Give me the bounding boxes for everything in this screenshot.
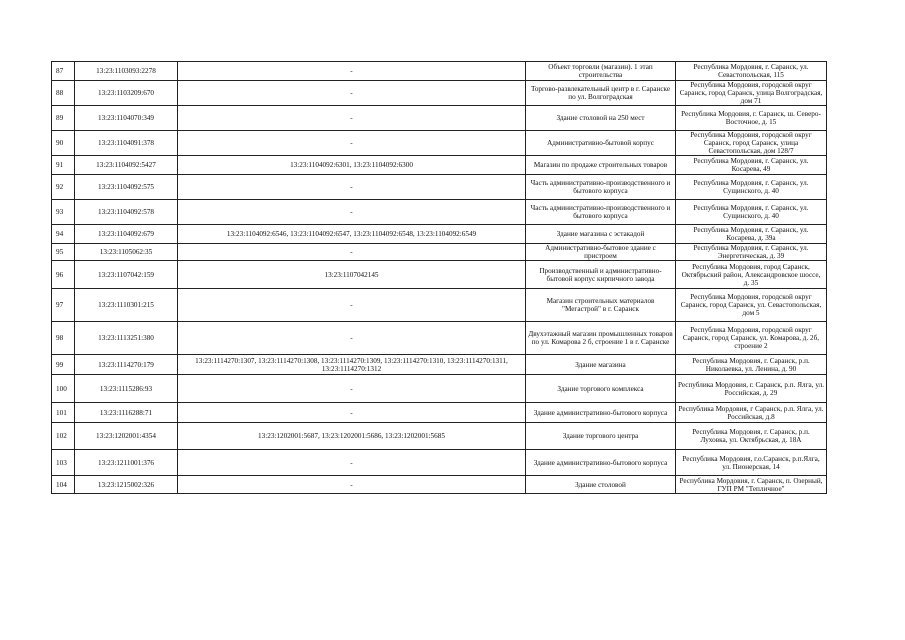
table-row [52, 225, 827, 244]
row-number-cell: 103 [52, 450, 75, 476]
property-register-table [51, 61, 827, 494]
table-row [52, 175, 827, 200]
table-row [52, 244, 827, 261]
row-number-cell: 89 [52, 106, 75, 131]
table-row [52, 106, 827, 131]
address-cell: Республика Мордовия, г. Саранск, ул. Энергетическая, д. 39 [676, 244, 827, 261]
cadastral-number-cell: 13:23:1113251:380 [75, 322, 178, 355]
address-cell: Республика Мордовия, г.о.Саранск, р.п.Ялга, ул. Пионерская, 14 [676, 450, 827, 476]
object-name-cell: Магазин по продаже строительных товаров [526, 156, 676, 175]
cadastral-number-cell: 13:23:1104091:378 [75, 131, 178, 156]
table-row [52, 355, 827, 375]
cadastral-number-cell: 13:23:1104092:5427 [75, 156, 178, 175]
table-row [52, 322, 827, 355]
cadastral-number-cell: 13:23:1104092:578 [75, 200, 178, 225]
related-numbers-cell: 13:23:1107042145 [178, 261, 526, 289]
cadastral-number-cell: 13:23:1105062:35 [75, 244, 178, 261]
related-numbers-cell: - [178, 289, 526, 322]
related-numbers-cell: - [178, 175, 526, 200]
address-cell: Республика Мордовия, г. Саранск, ул. Севастопольская, 115 [676, 62, 827, 81]
address-cell: Республика Мордовия, г. Саранск, р.п. Луховка, ул. Октябрьская, д. 18А [676, 423, 827, 450]
object-name-cell: Часть административно-производственного и бытового корпуса [526, 175, 676, 200]
object-name-cell: Здание торгового центра [526, 423, 676, 450]
address-cell: Республика Мордовия, г. Саранск, ул. Сущинского, д. 40 [676, 200, 827, 225]
address-cell: Республика Мордовия, городской округ Саранск, город Саранск, ул. Комарова, д. 2б, строение 2 [676, 322, 827, 355]
row-number-cell: 90 [52, 131, 75, 156]
row-number-cell: 101 [52, 403, 75, 423]
address-cell: Республика Мордовия, городской округ Саранск, город Саранск, ул. Севастопольская, дом 5 [676, 289, 827, 322]
cadastral-number-cell: 13:23:1104070:349 [75, 106, 178, 131]
table-row [52, 131, 827, 156]
address-cell: Республика Мордовия, г Саранск, р.п. Ялга, ул. Российская, д.8 [676, 403, 827, 423]
table-row [52, 261, 827, 289]
row-number-cell: 102 [52, 423, 75, 450]
table-row [52, 156, 827, 175]
related-numbers-cell: - [178, 244, 526, 261]
object-name-cell: Здание столовой [526, 476, 676, 494]
object-name-cell: Здание магазина [526, 355, 676, 375]
object-name-cell: Здание административно-бытового корпуса [526, 403, 676, 423]
row-number-cell: 99 [52, 355, 75, 375]
object-name-cell: Часть административно-производственного и бытового корпуса [526, 200, 676, 225]
row-number-cell: 98 [52, 322, 75, 355]
related-numbers-cell: 13:23:1202001:5687, 13:23:1202001:5686, 13:23:1202001:5685 [178, 423, 526, 450]
table-row [52, 289, 827, 322]
object-name-cell: Торгово-развлекательный центр в г. Саранске по ул. Волгоградская [526, 81, 676, 106]
object-name-cell: Административно-бытовой корпус [526, 131, 676, 156]
row-number-cell: 93 [52, 200, 75, 225]
object-name-cell: Производственный и административно-бытовой корпус кирпичного завода [526, 261, 676, 289]
address-cell: Республика Мордовия, г. Саранск, ул. Косарева, д. 39а [676, 225, 827, 244]
related-numbers-cell: - [178, 106, 526, 131]
row-number-cell: 88 [52, 81, 75, 106]
cadastral-number-cell: 13:23:1202001:4354 [75, 423, 178, 450]
address-cell: Республика Мордовия, г. Саранск, ул. Сущинского, д. 40 [676, 175, 827, 200]
related-numbers-cell: - [178, 450, 526, 476]
cadastral-number-cell: 13:23:1103209:670 [75, 81, 178, 106]
cadastral-number-cell: 13:23:1110301:215 [75, 289, 178, 322]
object-name-cell: Здание магазина с эстакадой [526, 225, 676, 244]
object-name-cell: Здание столовой на 250 мест [526, 106, 676, 131]
row-number-cell: 87 [52, 62, 75, 81]
object-name-cell: Магазин строительных материалов "Мегастрой" в г. Саранск [526, 289, 676, 322]
related-numbers-cell: 13:23:1114270:1307, 13:23:1114270:1308, 13:23:1114270:1309, 13:23:1114270:1310, 13:23:1114270:1311, 13:23:1114270:1312 [178, 355, 526, 375]
related-numbers-cell: - [178, 62, 526, 81]
cadastral-number-cell: 13:23:1215002:326 [75, 476, 178, 494]
related-numbers-cell: - [178, 375, 526, 403]
object-name-cell: Здание торгового комплекса [526, 375, 676, 403]
row-number-cell: 91 [52, 156, 75, 175]
cadastral-number-cell: 13:23:1103093:2278 [75, 62, 178, 81]
object-name-cell: Здание административно-бытового корпуса [526, 450, 676, 476]
address-cell: Республика Мордовия, г. Саранск, ул. Косарева, 49 [676, 156, 827, 175]
table-row [52, 450, 827, 476]
table-row [52, 200, 827, 225]
table-row [52, 81, 827, 106]
row-number-cell: 104 [52, 476, 75, 494]
address-cell: Республика Мордовия, г. Саранск, р.п. Ялга, ул. Российская, д. 29 [676, 375, 827, 403]
object-name-cell: Административно-бытовое здание с пристроем [526, 244, 676, 261]
cadastral-number-cell: 13:23:1107042:159 [75, 261, 178, 289]
table-row [52, 62, 827, 81]
row-number-cell: 100 [52, 375, 75, 403]
table-row [52, 403, 827, 423]
row-number-cell: 97 [52, 289, 75, 322]
address-cell: Республика Мордовия, г. Саранск, р.п. Николаевка, ул. Ленина, д. 90 [676, 355, 827, 375]
related-numbers-cell: - [178, 200, 526, 225]
cadastral-number-cell: 13:23:1211001:376 [75, 450, 178, 476]
row-number-cell: 95 [52, 244, 75, 261]
object-name-cell: Двухэтажный магазин промышленных товаров по ул. Комарова 2 б, строение 1 в г. Саранске [526, 322, 676, 355]
row-number-cell: 92 [52, 175, 75, 200]
related-numbers-cell: - [178, 131, 526, 156]
address-cell: Республика Мордовия, город Саранск, Октябрьский район, Александровское шоссе, д. 35 [676, 261, 827, 289]
cadastral-number-cell: 13:23:1115286:93 [75, 375, 178, 403]
row-number-cell: 94 [52, 225, 75, 244]
address-cell: Республика Мордовия, городской округ Саранск, город Саранск, улица Волгоградская, дом 71 [676, 81, 827, 106]
related-numbers-cell: - [178, 322, 526, 355]
table-row [52, 375, 827, 403]
related-numbers-cell: 13:23:1104092:6301, 13:23:1104092:6300 [178, 156, 526, 175]
table-row [52, 476, 827, 494]
table-row [52, 423, 827, 450]
cadastral-number-cell: 13:23:1114270:179 [75, 355, 178, 375]
row-number-cell: 96 [52, 261, 75, 289]
related-numbers-cell: - [178, 476, 526, 494]
address-cell: Республика Мордовия, городской округ Саранск, город Саранск, улица Севастопольская, дом 128/7 [676, 131, 827, 156]
related-numbers-cell: - [178, 403, 526, 423]
address-cell: Республика Мордовия, г. Саранск, ш. Северо-Восточное, д. 15 [676, 106, 827, 131]
cadastral-number-cell: 13:23:1104092:679 [75, 225, 178, 244]
cadastral-number-cell: 13:23:1104092:575 [75, 175, 178, 200]
related-numbers-cell: 13:23:1104092:6546, 13:23:1104092:6547, 13:23:1104092:6548, 13:23:1104092:6549 [178, 225, 526, 244]
table-body [52, 62, 827, 494]
cadastral-number-cell: 13:23:1116288:71 [75, 403, 178, 423]
address-cell: Республика Мордовия, г. Саранск, п. Озерный, ГУП РМ "Тепличное" [676, 476, 827, 494]
related-numbers-cell: - [178, 81, 526, 106]
object-name-cell: Объект торговли (магазин). 1 этап строительства [526, 62, 676, 81]
